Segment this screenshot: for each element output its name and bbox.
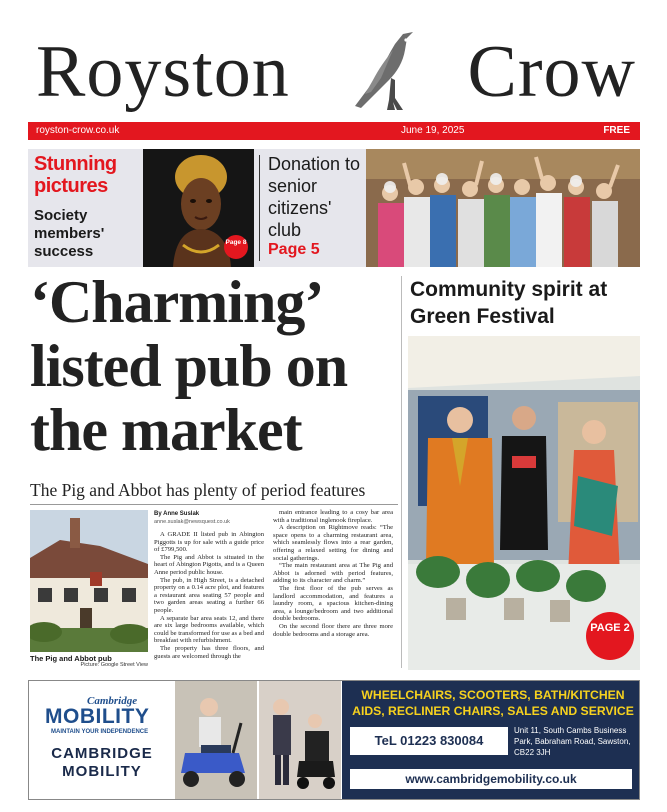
advert-info-panel [342, 681, 640, 799]
teaser-pictures-page-tag[interactable]: Page 8 [224, 235, 248, 259]
byline: By Anne Suslak [154, 511, 200, 517]
article-paragraph: A description on Rightmove reads: “The space opens to a charming restaurant area, which seamlessly flows into a rear garden, offering a relaxed setting for dining and social gatherings. [273, 524, 393, 562]
article-column-1 [154, 531, 264, 660]
article-paragraph: The first floor of the pub serves as landlord accommodation, and features a laundry room, a spacious kitchen-dining area, a lounge/bedroom and two additional double bedrooms. [273, 584, 393, 623]
article-paragraph: The Pig and Abbot is situated in the heart of Abington Pigotts, and is a Queen Anne period public house. [154, 553, 264, 576]
advert-headline: WHEELCHAIRS, SCOOTERS, BATH/KITCHEN AIDS, RECLINER CHAIRS, SALES AND SERVICE [352, 688, 634, 718]
group-photo-illustration-icon [366, 149, 640, 267]
pub-photo-caption: The Pig and Abbot pub [30, 654, 112, 663]
teaser-donation-title[interactable]: Donation to senior citizens' club [268, 154, 361, 240]
pub-building-illustration-icon [30, 510, 148, 652]
advert-logo-panel [29, 681, 175, 799]
advert-logo-tagline: MAINTAIN YOUR INDEPENDENCE [51, 729, 149, 735]
teaser-pictures-subtitle: Society members' success [34, 207, 105, 260]
masthead-title-right: Crow [467, 31, 636, 113]
lead-headline[interactable]: ‘Charming’ listed pub on the market [30, 269, 348, 463]
article-column-2 [273, 509, 393, 638]
standfirst-rule [30, 504, 398, 505]
article-paragraph: The property has three floors, and guests are welcomed through the [154, 644, 264, 660]
feature-page-tag[interactable]: PAGE 2 [586, 612, 634, 660]
article-paragraph: On the second floor there are three more double bedrooms and a storage area. [273, 622, 393, 638]
advert-scooter-photo [175, 681, 257, 799]
crow-logo-icon [345, 28, 423, 114]
website-link[interactable]: royston-crow.co.uk [36, 125, 120, 136]
teaser-divider [259, 155, 260, 261]
article-paragraph: The pub, in High Street, is a detached property on a 0.14 acre plot, and features a restaurant area seating 57 people and two garden areas seating a further 66 people. [154, 576, 264, 614]
article-paragraph: “The main restaurant area at The Pig and Abbot is adorned with period features, adding to its character and charm.” [273, 562, 393, 585]
pub-photo-credit: Picture: Google Street View [80, 662, 148, 668]
date-bar [28, 122, 640, 140]
price-label: FREE [603, 125, 630, 136]
advert-logo-main: MOBILITY [45, 705, 150, 728]
advert-address: Unit 11, South Cambs Business Park, Babraham Road, Sawston, CB22 3JH [514, 726, 631, 757]
article-paragraph: A GRADE II listed pub in Abington Piggotts is up for sale with a guide price of £799,500. [154, 531, 264, 554]
masthead-title-left: Royston [36, 31, 290, 113]
advert-website[interactable]: www.cambridgemobility.co.uk [350, 769, 632, 789]
advert-chair-photo [259, 681, 341, 799]
teaser-pictures-title[interactable]: Stunning pictures [34, 153, 117, 197]
senior-club-photo [366, 149, 640, 267]
column-divider [401, 276, 402, 668]
article-paragraph: A separate bar area seats 12, and there are six large bedrooms available, which could be transformed for use as a bed and breakfast with refurbishment. [154, 614, 264, 645]
teaser-donation-page[interactable]: Page 5 [268, 241, 320, 258]
teaser-strip [28, 149, 640, 267]
pub-photo [30, 510, 148, 652]
issue-date: June 19, 2025 [401, 125, 465, 136]
advert-phone[interactable]: TeL 01223 830084 [350, 727, 508, 755]
scooter-illustration-icon [175, 681, 257, 799]
lead-standfirst: The Pig and Abbot has plenty of period features [30, 480, 366, 500]
advert-name-line1: CAMBRIDGE [51, 745, 153, 762]
feature-headline[interactable]: Community spirit at Green Festival [410, 278, 608, 328]
masthead [28, 30, 640, 114]
mobility-chair-illustration-icon [259, 681, 341, 799]
advert-name-line2: MOBILITY [62, 763, 142, 780]
article-paragraph: main entrance leading to a cosy bar area with a traditional inglenook fireplace. [273, 509, 393, 524]
advert-logo-small: Cambridge [87, 695, 138, 707]
author-email[interactable]: anne.suslak@newsquest.co.uk [154, 519, 230, 525]
advert-cambridge-mobility[interactable] [28, 680, 640, 800]
portrait-photo [143, 149, 254, 267]
